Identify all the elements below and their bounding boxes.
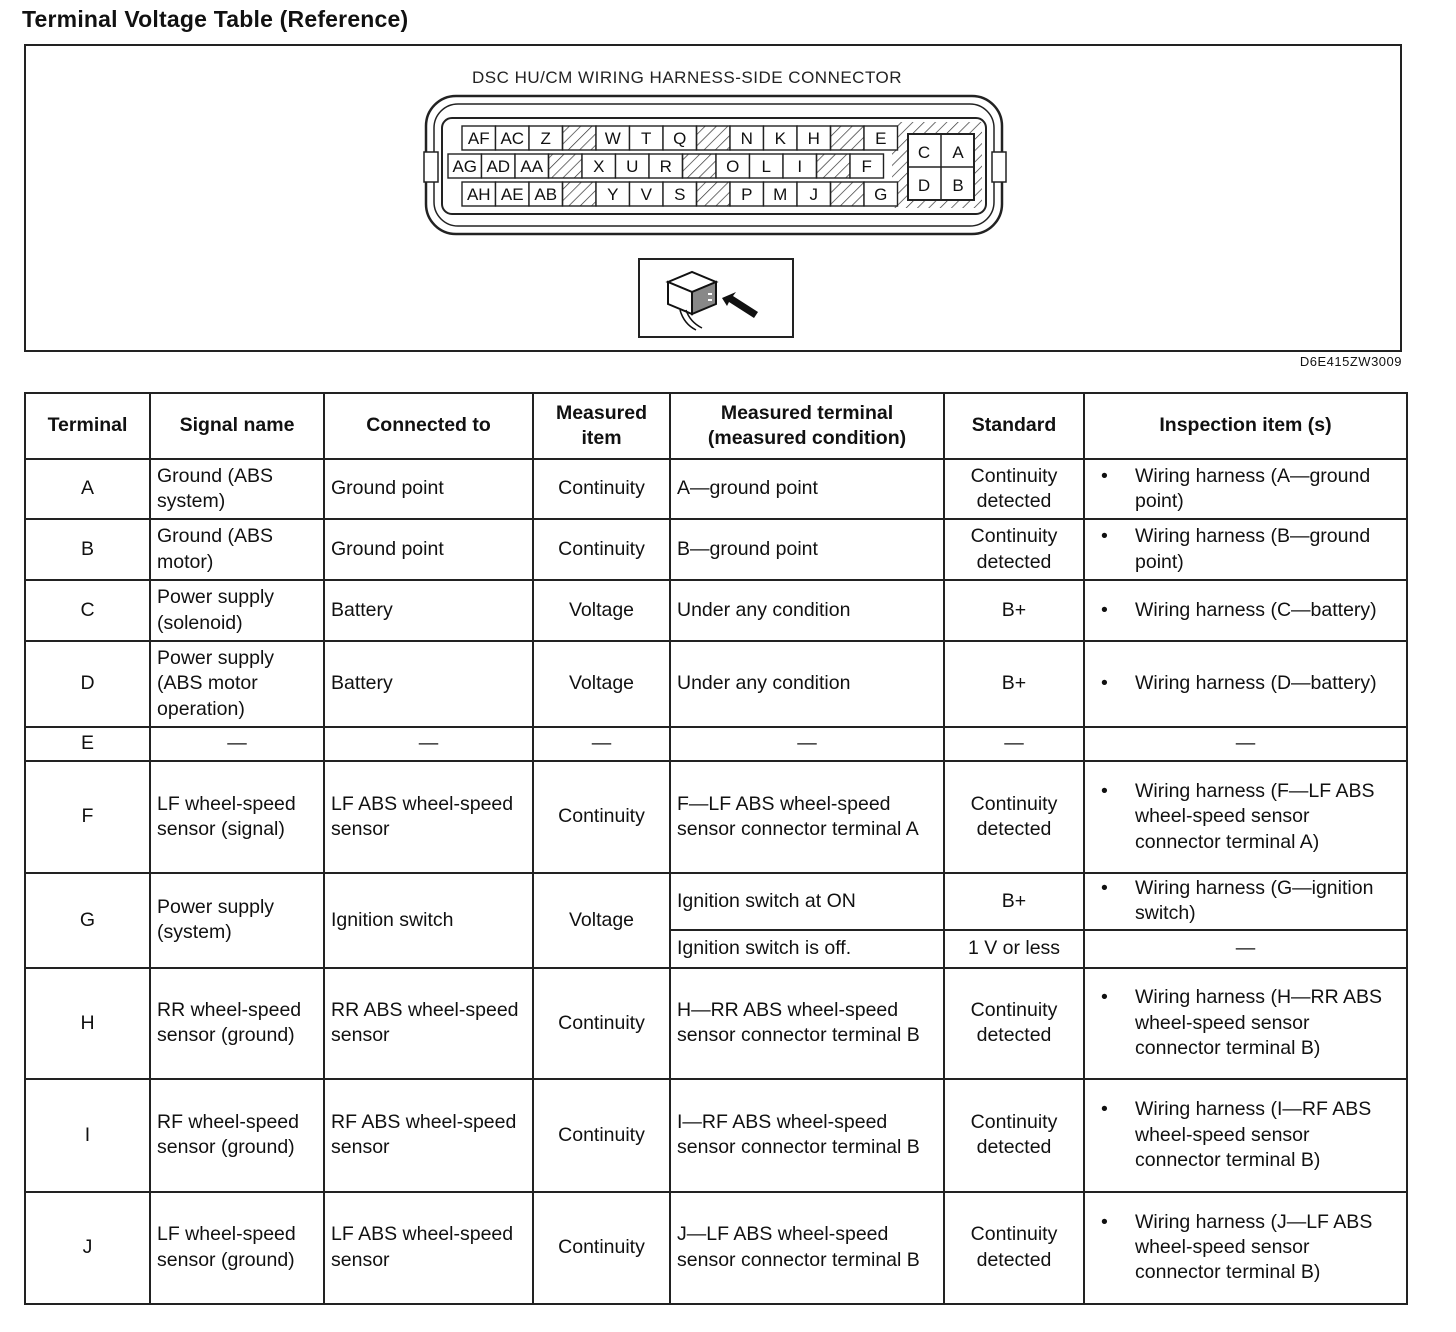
inspection-item (1084, 641, 1407, 727)
connector-probe-icon (640, 260, 792, 336)
connector-pin-blank (831, 126, 865, 150)
connector-pin-label: AE (500, 185, 524, 204)
table-row (25, 459, 1407, 519)
terminal-voltage-table (24, 392, 1408, 1305)
signal-name-cell: Power supply (solenoid) (150, 580, 324, 641)
connector-pin-label: T (641, 129, 652, 148)
inspection-item: — (1084, 727, 1407, 761)
bullet-icon: • (1101, 986, 1108, 1009)
inspection-text: Wiring harness (A—ground point) (1135, 464, 1371, 512)
connected-to-cell: Battery (324, 641, 533, 727)
connected-to-cell: — (324, 727, 533, 761)
connector-pin-label: E (875, 129, 887, 148)
terminal-cell: A (25, 459, 150, 519)
terminal-cell: H (25, 968, 150, 1079)
connector-pin-blank (697, 182, 731, 206)
terminal-cell: C (25, 580, 150, 641)
inspection-text: Wiring harness (C—battery) (1135, 598, 1377, 621)
bullet-icon: • (1101, 1210, 1108, 1233)
connector-pin-label: P (741, 185, 753, 204)
inspection-item (1084, 761, 1407, 873)
connector-pin-label: Q (673, 129, 687, 148)
signal-name-cell: LF wheel-speed sensor (signal) (150, 761, 324, 873)
connector-pin-blank (683, 154, 717, 178)
connected-to-cell: Ground point (324, 459, 533, 519)
signal-name-cell: RF wheel-speed sensor (ground) (150, 1079, 324, 1192)
connector-pin-blank (817, 154, 851, 178)
measured-terminal-cell: I—RF ABS wheel-speed sensor connector terminal B (670, 1079, 944, 1192)
probe-figure (638, 258, 794, 338)
connector-pin-label: S (674, 185, 686, 204)
inspection-item (1084, 1079, 1407, 1192)
connector-pin-blank (831, 182, 865, 206)
terminal-cell: E (25, 727, 150, 761)
connector-pin-label: L (761, 157, 771, 176)
figure-code: D6E415ZW3009 (1299, 354, 1402, 369)
terminal-cell: I (25, 1079, 150, 1192)
measured-item-cell: Continuity (533, 519, 670, 580)
connected-to-cell: Ignition switch (324, 873, 533, 968)
standard-cell: — (944, 727, 1084, 761)
measured-terminal-cell: — (670, 727, 944, 761)
bullet-icon: • (1101, 672, 1108, 695)
standard-cell: Continuity detected (944, 761, 1084, 873)
inspection-text: Wiring harness (D—battery) (1135, 672, 1377, 695)
connector-pin-label: R (659, 157, 672, 176)
bullet-icon: • (1101, 525, 1108, 548)
connected-to-cell: LF ABS wheel-speed sensor (324, 1192, 533, 1304)
connector-pin-label: AC (500, 129, 525, 148)
connector-pin-label: G (874, 185, 888, 204)
signal-name-cell: Power supply (system) (150, 873, 324, 968)
connector-pin-label: Y (607, 185, 619, 204)
connector-pin-label: N (740, 129, 753, 148)
column-header: Standard (944, 393, 1084, 459)
measured-terminal-cell: B—ground point (670, 519, 944, 580)
terminal-cell: G (25, 873, 150, 968)
table-row (25, 1079, 1407, 1192)
measured-item-cell: Voltage (533, 580, 670, 641)
page-title: Terminal Voltage Table (Reference) (22, 6, 409, 32)
signal-name-cell: RR wheel-speed sensor (ground) (150, 968, 324, 1079)
measured-terminal-cell: Under any condition (670, 580, 944, 641)
signal-name-cell: Ground (ABS motor) (150, 519, 324, 580)
big-pin-label: A (952, 143, 964, 162)
standard-cell: Continuity detected (944, 1192, 1084, 1304)
column-header: Measured item (533, 393, 670, 459)
measured-terminal-cell: Ignition switch at ON (670, 873, 944, 930)
inspection-text: Wiring harness (J—LF ABS wheel-speed sensor connector terminal B) (1135, 1210, 1373, 1284)
connector-pin-label: I (797, 157, 803, 176)
connector-pin-label: AG (452, 157, 478, 176)
measured-terminal-cell: A—ground point (670, 459, 944, 519)
connected-to-cell: LF ABS wheel-speed sensor (324, 761, 533, 873)
connector-pin-blank (563, 182, 597, 206)
signal-name-cell: LF wheel-speed sensor (ground) (150, 1192, 324, 1304)
connector-pin-label: O (726, 157, 740, 176)
connector-pin-label: X (593, 157, 605, 176)
connector-pin-blank (563, 126, 597, 150)
signal-name-cell: Power supply (ABS motor operation) (150, 641, 324, 727)
connector-figure (24, 44, 1402, 352)
table-row (25, 727, 1407, 761)
standard-cell: Continuity detected (944, 459, 1084, 519)
connected-to-cell: RR ABS wheel-speed sensor (324, 968, 533, 1079)
table-row (25, 1192, 1407, 1304)
connector-pin-label: J (809, 185, 818, 204)
inspection-item: — (1084, 930, 1407, 968)
measured-item-cell: Continuity (533, 1079, 670, 1192)
bullet-icon: • (1101, 1098, 1108, 1121)
connector-pin-label: M (773, 185, 788, 204)
signal-name-cell: — (150, 727, 324, 761)
table-row (25, 968, 1407, 1079)
terminal-cell: F (25, 761, 150, 873)
standard-cell: B+ (944, 873, 1084, 930)
connector-label: DSC HU/CM WIRING HARNESS-SIDE CONNECTOR (472, 68, 903, 87)
big-pin-label: D (917, 176, 931, 195)
terminal-cell: J (25, 1192, 150, 1304)
column-header: Connected to (324, 393, 533, 459)
connector-pin-label: AA (520, 157, 544, 176)
connector-pin-label: Z (540, 129, 551, 148)
table-row (25, 519, 1407, 580)
measured-item-cell: Continuity (533, 1192, 670, 1304)
standard-cell: Continuity detected (944, 519, 1084, 580)
bullet-icon: • (1101, 598, 1108, 621)
connector-pin-label: AF (467, 129, 490, 148)
table-row (25, 761, 1407, 873)
inspection-item (1084, 519, 1407, 580)
standard-cell: B+ (944, 580, 1084, 641)
measured-terminal-cell: J—LF ABS wheel-speed sensor connector terminal B (670, 1192, 944, 1304)
inspection-item (1084, 968, 1407, 1079)
measured-item-cell: Voltage (533, 873, 670, 968)
column-header: Terminal (25, 393, 150, 459)
measured-item-cell: Continuity (533, 968, 670, 1079)
connector-tab-right (992, 152, 1006, 182)
standard-cell: 1 V or less (944, 930, 1084, 968)
connector-pin-label: AD (486, 157, 511, 176)
table-row (25, 873, 1407, 930)
connector-diagram (422, 92, 1032, 242)
table-header-row (25, 393, 1407, 459)
connected-to-cell: Ground point (324, 519, 533, 580)
bullet-icon: • (1101, 779, 1108, 802)
inspection-item (1084, 1192, 1407, 1304)
table-row (25, 580, 1407, 641)
bullet-icon: • (1101, 464, 1108, 487)
inspection-text: Wiring harness (I—RF ABS wheel-speed sensor connector terminal B) (1135, 1098, 1372, 1171)
terminal-cell: D (25, 641, 150, 727)
measured-terminal-cell: Under any condition (670, 641, 944, 727)
measured-terminal-cell: Ignition switch is off. (670, 930, 944, 968)
inspection-text: Wiring harness (B—ground point) (1135, 525, 1371, 573)
terminal-cell: B (25, 519, 150, 580)
connector-pin-label: W (604, 129, 621, 148)
column-header: Inspection item (s) (1084, 393, 1407, 459)
measured-item-cell: Voltage (533, 641, 670, 727)
bullet-icon: • (1101, 877, 1108, 899)
measured-terminal-cell: H—RR ABS wheel-speed sensor connector terminal B (670, 968, 944, 1079)
connector-pin-label: AB (534, 185, 558, 204)
connector-tab-left (424, 152, 438, 182)
inspection-text: Wiring harness (F—LF ABS wheel-speed sensor connector terminal A) (1135, 779, 1375, 853)
connected-to-cell: RF ABS wheel-speed sensor (324, 1079, 533, 1192)
measured-item-cell: Continuity (533, 761, 670, 873)
column-header: Measured terminal (measured condition) (670, 393, 944, 459)
signal-name-cell: Ground (ABS system) (150, 459, 324, 519)
inspection-text: Wiring harness (H—RR ABS wheel-speed sensor connector terminal B) (1135, 986, 1383, 1059)
measured-item-cell: Continuity (533, 459, 670, 519)
connector-pin-label: K (774, 129, 786, 148)
connected-to-cell: Battery (324, 580, 533, 641)
connector-pin-label: AH (466, 185, 491, 204)
connector-pin-blank (697, 126, 731, 150)
connector-pin-label: F (861, 157, 872, 176)
measured-terminal-cell: F—LF ABS wheel-speed sensor connector terminal A (670, 761, 944, 873)
big-pin-label: C (917, 143, 931, 162)
connector-pin-label: H (807, 129, 820, 148)
connector-pin-blank (549, 154, 583, 178)
connector-pin-label: U (626, 157, 639, 176)
big-pin-label: B (952, 176, 964, 195)
table-row (25, 641, 1407, 727)
column-header: Signal name (150, 393, 324, 459)
standard-cell: B+ (944, 641, 1084, 727)
inspection-item (1084, 459, 1407, 519)
standard-cell: Continuity detected (944, 968, 1084, 1079)
measured-item-cell: — (533, 727, 670, 761)
inspection-text: Wiring harness (G—ignition switch) (1135, 877, 1374, 925)
inspection-item (1084, 580, 1407, 641)
connector-pin-label: V (640, 185, 652, 204)
standard-cell: Continuity detected (944, 1079, 1084, 1192)
inspection-item (1084, 873, 1407, 930)
